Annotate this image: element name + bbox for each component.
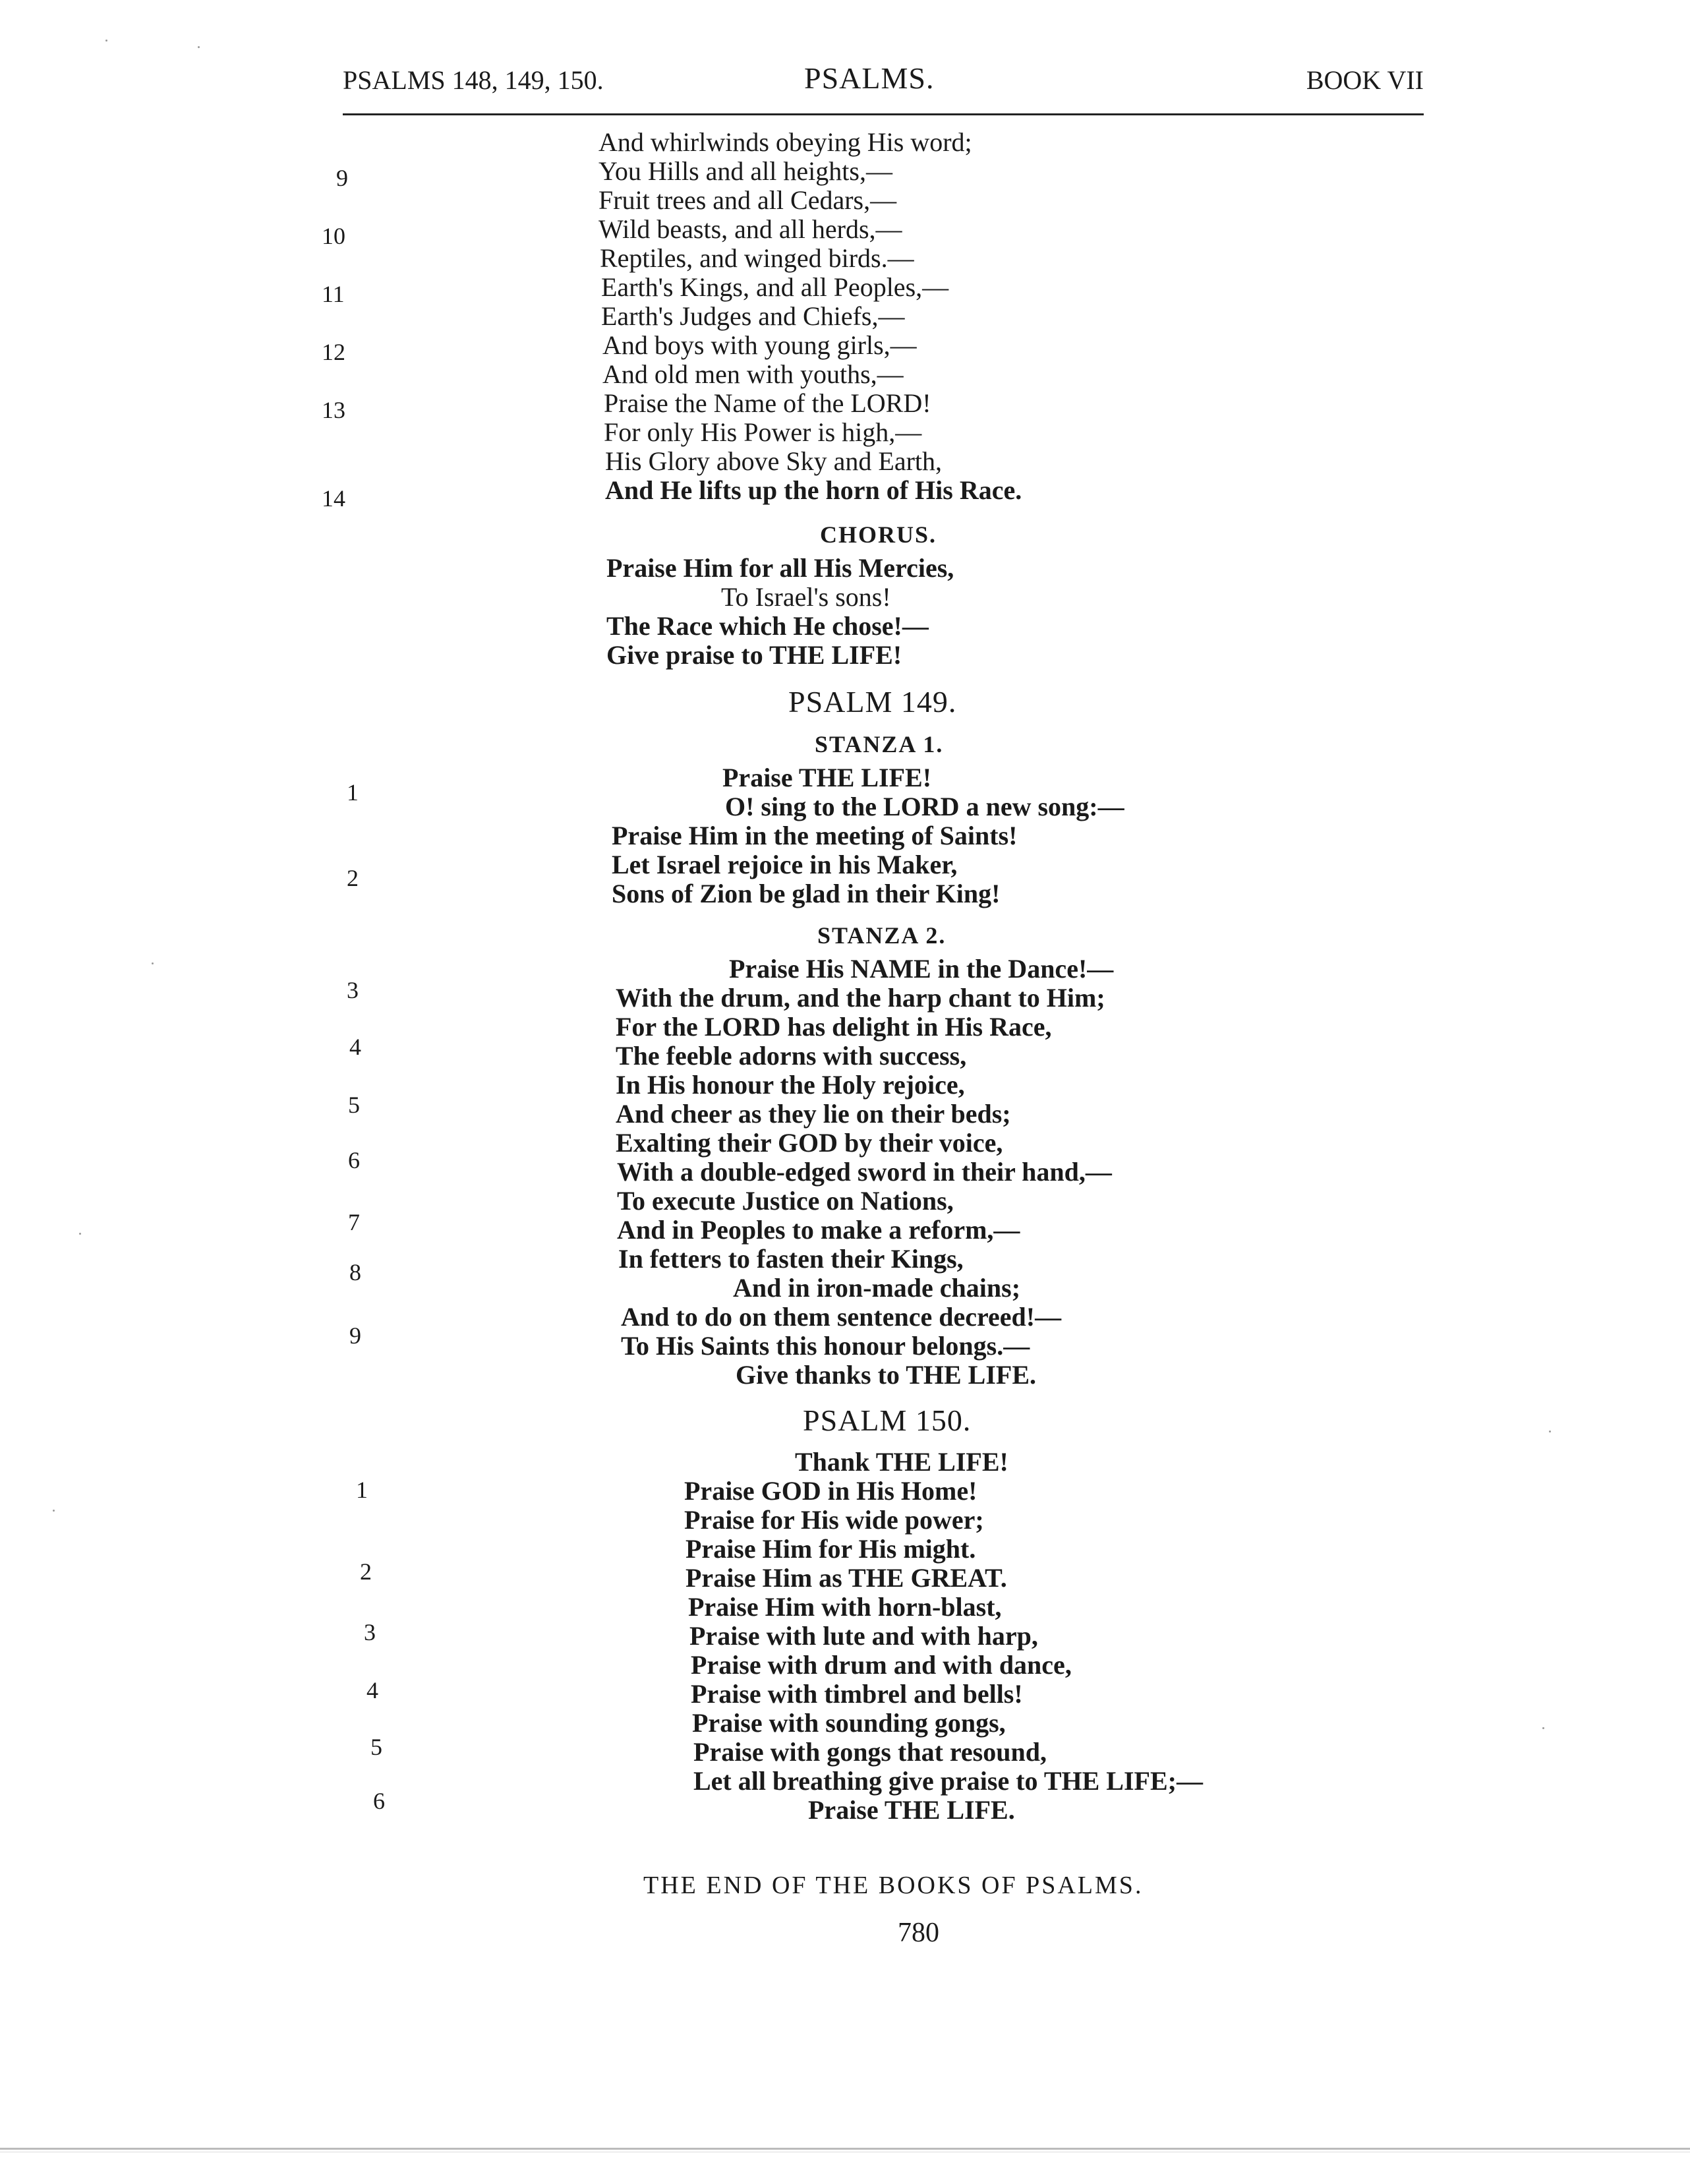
verse-line: Wild beasts, and all herds,— — [598, 214, 902, 244]
scan-speck — [105, 40, 107, 42]
verse-number: 4 — [349, 1034, 361, 1060]
stanza-heading: STANZA 2. — [817, 922, 947, 949]
verse-line: Praise Him in the meeting of Saints! — [612, 821, 1018, 850]
verse-line: Sons of Zion be glad in their King! — [612, 879, 1001, 908]
verse-line: O! sing to the LORD a new song:— — [725, 792, 1124, 821]
verse-number: 8 — [349, 1259, 361, 1285]
verse-number: 2 — [347, 865, 359, 891]
verse-line: Praise THE LIFE. — [808, 1795, 1015, 1825]
verse-line: Praise for His wide power; — [684, 1505, 984, 1535]
verse-number: 12 — [322, 339, 345, 365]
header-right: BOOK VII — [1306, 65, 1424, 95]
running-header — [343, 58, 1424, 103]
verse-line: Earth's Judges and Chiefs,— — [601, 301, 905, 331]
verse-line: Praise Him with horn-blast, — [688, 1592, 1002, 1622]
chorus-line: Give praise to THE LIFE! — [606, 640, 902, 670]
scan-speck — [152, 962, 154, 964]
verse-number: 6 — [373, 1788, 385, 1814]
verse-number: 5 — [348, 1092, 360, 1118]
verse-line: Praise with lute and with harp, — [689, 1621, 1038, 1651]
verse-line: With a double-edged sword in their hand,— — [617, 1157, 1112, 1187]
verse-line: Praise with timbrel and bells! — [691, 1679, 1023, 1709]
verse-number: 14 — [322, 485, 345, 512]
verse-line: And to do on them sentence decreed!— — [621, 1302, 1062, 1332]
verse-line: Praise with drum and with dance, — [691, 1650, 1072, 1680]
verse-line: Praise Him as THE GREAT. — [685, 1563, 1007, 1593]
verse-line: Praise Him for His might. — [685, 1534, 976, 1564]
scan-speck — [53, 1510, 55, 1512]
verse-line: Exalting their GOD by their voice, — [616, 1128, 1003, 1158]
verse-line: For only His Power is high,— — [604, 417, 922, 447]
psalm-title: PSALM 150. — [803, 1403, 972, 1437]
stanza-heading: STANZA 1. — [815, 731, 944, 757]
verse-line: Reptiles, and winged birds.— — [600, 243, 914, 273]
verse-line: Praise with sounding gongs, — [692, 1708, 1006, 1738]
chorus-line: The Race which He chose!— — [606, 611, 929, 641]
verse-line: Give thanks to THE LIFE. — [736, 1360, 1037, 1390]
verse-number: 9 — [336, 165, 348, 191]
verse-number: 3 — [364, 1619, 376, 1645]
verse-line: In His honour the Holy rejoice, — [616, 1070, 965, 1100]
verse-line: And in Peoples to make a reform,— — [617, 1215, 1020, 1245]
header-left: PSALMS 148, 149, 150. — [343, 65, 604, 95]
verse-number: 6 — [348, 1147, 360, 1173]
verse-line: Praise His NAME in the Dance!— — [729, 954, 1114, 984]
verse-line: You Hills and all heights,— — [598, 156, 892, 186]
end-of-books: THE END OF THE BOOKS OF PSALMS. — [643, 1872, 1144, 1899]
verse-number: 2 — [360, 1558, 372, 1585]
page-number: 780 — [898, 1918, 939, 1948]
scan-speck — [198, 46, 200, 48]
verse-line: The feeble adorns with success, — [616, 1041, 967, 1071]
verse-line: Let Israel rejoice in his Maker, — [612, 850, 958, 879]
chorus-heading: CHORUS. — [820, 521, 937, 548]
verse-line: Praise THE LIFE! — [722, 763, 932, 792]
verse-number: 7 — [348, 1209, 360, 1235]
verse-line: His Glory above Sky and Earth, — [605, 446, 943, 476]
verse-number: 3 — [347, 977, 359, 1003]
scan-speck — [1542, 1727, 1544, 1729]
verse-line: Let all breathing give praise to THE LIFE;— — [693, 1766, 1203, 1796]
verse-number: 4 — [366, 1677, 378, 1703]
verse-line: For the LORD has delight in His Race, — [616, 1012, 1052, 1042]
scan-speck — [79, 1233, 81, 1235]
verse-number: 11 — [322, 281, 345, 307]
verse-line: And cheer as they lie on their beds; — [616, 1099, 1011, 1129]
verse-number: 9 — [349, 1322, 361, 1349]
header-center: PSALMS. — [804, 61, 935, 95]
verse-number: 10 — [322, 223, 345, 249]
psalm-title: PSALM 149. — [788, 685, 957, 719]
verse-line: To execute Justice on Nations, — [617, 1186, 954, 1216]
verse-number: 1 — [356, 1477, 368, 1503]
verse-line: And boys with young girls,— — [602, 330, 917, 360]
chorus-line: To Israel's sons! — [721, 582, 891, 612]
scan-speck — [1549, 1431, 1551, 1432]
verse-line: And He lifts up the horn of His Race. — [605, 475, 1022, 505]
verse-line: And old men with youths,— — [602, 359, 904, 389]
header-rule — [343, 113, 1424, 115]
verse-line: Praise with gongs that resound, — [693, 1737, 1047, 1767]
chorus-line: Praise Him for all His Mercies, — [606, 553, 954, 583]
verse-line: Praise GOD in His Home! — [684, 1476, 977, 1506]
verse-line: And in iron-made chains; — [733, 1273, 1021, 1303]
verse-number: 1 — [347, 779, 359, 806]
verse-number: 13 — [322, 397, 345, 423]
bottom-scan-edge — [0, 2148, 1690, 2150]
verse-line: Earth's Kings, and all Peoples,— — [601, 272, 949, 302]
verse-line: Fruit trees and all Cedars,— — [598, 185, 897, 215]
verse-number: 5 — [370, 1734, 382, 1760]
verse-line: With the drum, and the harp chant to Him; — [616, 983, 1105, 1013]
verse-line: And whirlwinds obeying His word; — [598, 127, 972, 157]
verse-line: Thank THE LIFE! — [795, 1447, 1008, 1477]
verse-line: In fetters to fasten their Kings, — [618, 1244, 964, 1274]
verse-line: Praise the Name of the LORD! — [604, 388, 931, 418]
verse-line: To His Saints this honour belongs.— — [621, 1331, 1030, 1361]
